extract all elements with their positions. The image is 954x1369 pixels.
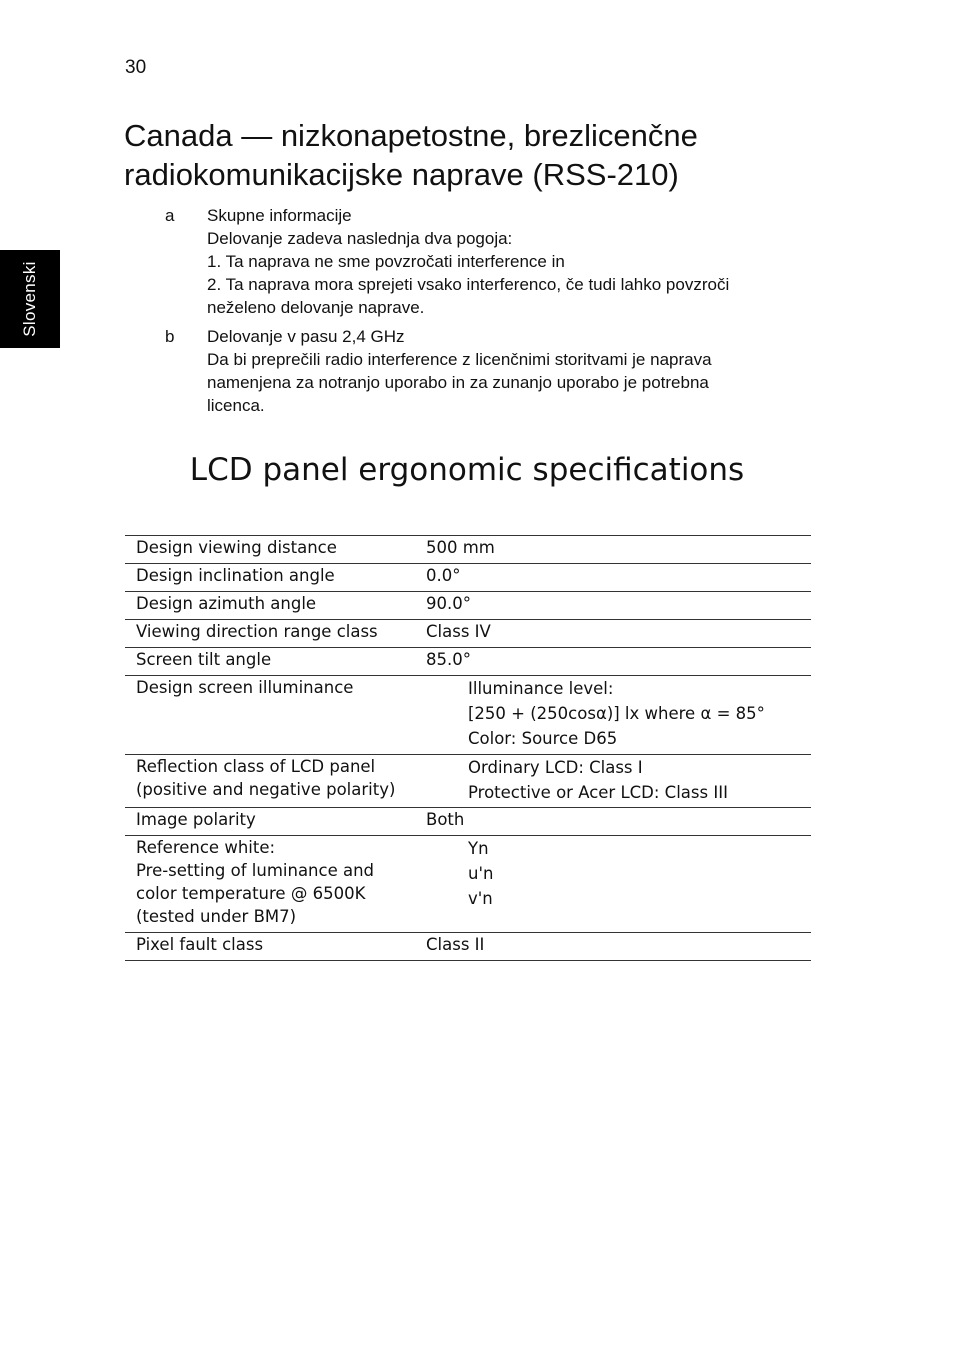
spec-label [125, 836, 426, 933]
table-row [125, 676, 811, 755]
spec-label-line: Design azimuth angle [136, 594, 317, 613]
canada-section-title [124, 116, 884, 194]
item-line: namenjena za notranjo uporabo in za zunanjo uporabo je potrebna [207, 373, 709, 392]
spec-label [125, 648, 426, 676]
table-row [125, 648, 811, 676]
spec-label [125, 676, 426, 755]
table-row [125, 564, 811, 592]
spec-value-line: 0.0° [426, 566, 461, 585]
spec-value-line: Ordinary LCD: Class I [468, 758, 643, 777]
item-line: Delovanje v pasu 2,4 GHz [207, 327, 405, 346]
spec-value-line: Class IV [426, 622, 491, 641]
item-line: Da bi preprečili radio interference z licenčnimi storitvami je naprava [207, 350, 712, 369]
spec-value-line: v'n [468, 889, 493, 908]
spec-label [125, 755, 426, 808]
spec-label-line: Design inclination angle [136, 566, 335, 585]
spec-value [426, 836, 811, 933]
item-line: Skupne informacije [207, 206, 352, 225]
spec-value-line: 90.0° [426, 594, 471, 613]
language-side-tab [0, 250, 60, 348]
spec-label [125, 536, 426, 564]
table-row [125, 536, 811, 564]
spec-value-line: Class II [426, 935, 485, 954]
spec-label [125, 933, 426, 961]
spec-label [125, 564, 426, 592]
spec-value [426, 620, 811, 648]
page-number: 30 [125, 57, 147, 78]
spec-value [426, 564, 811, 592]
spec-label [125, 620, 426, 648]
table-row [125, 620, 811, 648]
spec-label-line: color temperature @ 6500K [136, 884, 366, 903]
table-row [125, 808, 811, 836]
spec-label-line: Pre-setting of luminance and [136, 861, 375, 880]
spec-value-line: Both [426, 810, 465, 829]
spec-value-line: 85.0° [426, 650, 471, 669]
canada-title-line-2: radiokomunikacijske naprave (RSS-210) [124, 157, 679, 192]
table-row [125, 592, 811, 620]
item-letter: b [165, 327, 175, 346]
spec-label-line: Reflection class of LCD panel [136, 757, 376, 776]
spec-label-line: (positive and negative polarity) [136, 780, 396, 799]
spec-value-line: 500 mm [426, 538, 495, 557]
canada-title-line-1: Canada — nizkonapetostne, brezlicenčne [124, 118, 698, 153]
spec-label [125, 808, 426, 836]
spec-value-line: [250 + (250cosα)] lx where α = 85° [468, 704, 765, 723]
table-row [125, 933, 811, 961]
item-line: neželeno delovanje naprave. [207, 298, 425, 317]
spec-value-line: Yn [468, 839, 489, 858]
spec-value [426, 536, 811, 564]
spec-value [426, 592, 811, 620]
lcd-spec-table [125, 535, 811, 961]
item-line: Delovanje zadeva naslednja dva pogoja: [207, 229, 513, 248]
table-row [125, 836, 811, 933]
spec-value-line: Illuminance level: [468, 679, 614, 698]
spec-value [426, 933, 811, 961]
spec-label-line: Design screen illuminance [136, 678, 354, 697]
spec-label-line: Viewing direction range class [136, 622, 378, 641]
spec-value-line: Protective or Acer LCD: Class III [468, 783, 728, 802]
language-side-tab-label: Slovenski [20, 261, 39, 337]
table-row [125, 755, 811, 808]
spec-label-line: Image polarity [136, 810, 256, 829]
spec-label-line: Design viewing distance [136, 538, 337, 557]
spec-value-line: Color: Source D65 [468, 729, 618, 748]
canada-item-list [165, 204, 805, 417]
lcd-section-title: LCD panel ergonomic specifications [189, 452, 745, 488]
item-line: 1. Ta naprava ne sme povzročati interference in [207, 252, 565, 271]
item-line: 2. Ta naprava mora sprejeti vsako interferenco, če tudi lahko povzroči [207, 275, 730, 294]
spec-value [426, 755, 811, 808]
spec-value [426, 648, 811, 676]
spec-label-line: (tested under BM7) [136, 907, 297, 926]
spec-value-line: u'n [468, 864, 494, 883]
spec-label-line: Pixel fault class [136, 935, 264, 954]
canada-item-b [165, 325, 805, 417]
item-letter: a [165, 206, 175, 225]
spec-label [125, 592, 426, 620]
spec-value [426, 808, 811, 836]
spec-value [426, 676, 811, 755]
spec-label-line: Screen tilt angle [136, 650, 272, 669]
canada-item-a [165, 204, 805, 319]
item-line: licenca. [207, 396, 265, 415]
spec-label-line: Reference white: [136, 838, 276, 857]
